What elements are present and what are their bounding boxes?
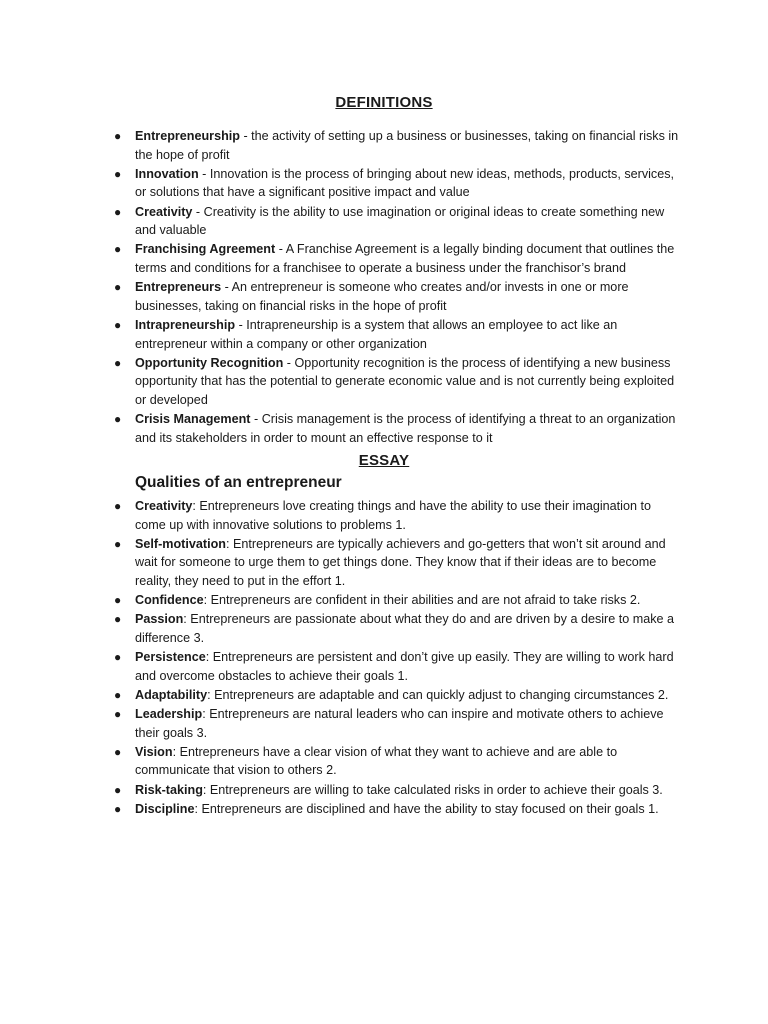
- quality-text: Entrepreneurs are passionate about what they do and are driven by a desire to make a difference 3.: [135, 612, 675, 645]
- list-item: [0, 743, 680, 780]
- separator: -: [235, 317, 247, 332]
- definition-text: An entrepreneur is someone who creates and/or invests in one or more businesses, taking on financial risks in the hope of profit: [135, 280, 629, 313]
- bullet-icon: ●: [114, 687, 122, 702]
- separator: :: [183, 612, 191, 627]
- bullet-icon: ●: [114, 204, 122, 219]
- list-item: [0, 497, 680, 534]
- definition-term: Opportunity Recognition: [135, 355, 284, 370]
- separator: -: [283, 355, 295, 370]
- separator: :: [205, 650, 213, 665]
- quality-text: Entrepreneurs have a clear vision of what they want to achieve and are able to communicate that vision to others 2.: [135, 744, 618, 778]
- qualities-subheading: Qualities of an entrepreneur: [135, 474, 342, 491]
- quality-text: Entrepreneurs are typically achievers and go-getters that won’t sit around and wait for someone to urge them to get things done. They know that if their ideas are to become reality, they need to put in the effort 1.: [135, 536, 666, 588]
- quality-term: Vision: [135, 744, 173, 759]
- definition-term: Franchising Agreement: [135, 242, 276, 257]
- bullet-icon: ●: [114, 744, 122, 759]
- bullet-icon: ●: [114, 650, 122, 665]
- quality-term: Passion: [135, 612, 184, 627]
- definition-term: Entrepreneurship: [135, 129, 240, 143]
- bullet-icon: ●: [114, 536, 122, 551]
- definition-text: Innovation is the process of bringing about new ideas, methods, products, services, or solutions that have a significant positive impact and value: [135, 166, 675, 200]
- list-item: [0, 203, 680, 240]
- quality-text: Entrepreneurs are persistent and don’t give up easily. They are willing to work hard and overcome obstacles to achieve their goals 1.: [135, 650, 674, 683]
- definition-term: Intrapreneurship: [135, 317, 236, 332]
- quality-text: Entrepreneurs are natural leaders who can inspire and motivate others to achieve their goals 3.: [135, 707, 664, 740]
- bullet-icon: ●: [114, 782, 122, 797]
- bullet-icon: ●: [114, 166, 122, 181]
- separator: :: [202, 707, 210, 722]
- definitions-list: [0, 127, 768, 448]
- list-item: [0, 800, 680, 819]
- list-item: [0, 686, 680, 705]
- essay-heading: ESSAY: [358, 452, 410, 469]
- bullet-icon: ●: [114, 801, 122, 816]
- qualities-list: [0, 497, 768, 819]
- separator: -: [221, 280, 232, 295]
- list-item: [0, 316, 680, 353]
- quality-term: Confidence: [135, 593, 204, 608]
- definition-text: the activity of setting up a business or businesses, taking on financial risks in the hope of profit: [135, 129, 679, 162]
- list-item: [0, 610, 680, 647]
- list-item: [0, 535, 680, 591]
- separator: :: [207, 687, 215, 702]
- separator: -: [192, 204, 204, 219]
- quality-text: Entrepreneurs are willing to take calculated risks in order to achieve their goals 3.: [209, 782, 663, 797]
- definitions-heading: DEFINITIONS: [335, 94, 433, 111]
- list-item: [0, 591, 680, 610]
- definition-text: Opportunity recognition is the process of identifying a new business opportunity that has the potential to generate economic value and is not currently being exploited or developed: [135, 355, 675, 407]
- separator: :: [194, 801, 202, 816]
- definition-text: Creativity is the ability to use imagination or original ideas to create something new and valuable: [135, 204, 665, 238]
- quality-term: Creativity: [135, 499, 193, 513]
- separator: -: [239, 129, 252, 143]
- definition-text: Crisis management is the process of identifying a threat to an organization and its stakeholders in order to mount an effective response to it: [135, 412, 676, 445]
- quality-text: Entrepreneurs love creating things and have the ability to use their imagination to come up with innovative solutions to problems 1.: [135, 499, 651, 532]
- quality-text: Entrepreneurs are adaptable and can quickly adjust to changing circumstances 2.: [214, 687, 669, 702]
- quality-term: Adaptability: [135, 687, 208, 702]
- bullet-icon: ●: [114, 129, 122, 143]
- quality-text: Entrepreneurs are confident in their abilities and are not afraid to take risks 2.: [210, 593, 641, 608]
- separator: -: [250, 412, 262, 427]
- list-item: [0, 240, 680, 277]
- bullet-icon: ●: [114, 280, 122, 295]
- separator: :: [202, 782, 210, 797]
- bullet-icon: ●: [114, 242, 122, 257]
- definition-term: Creativity: [135, 204, 193, 219]
- list-item: [0, 127, 680, 164]
- separator: :: [172, 744, 180, 759]
- definition-text: Intrapreneurship is a system that allows an employee to act like an entrepreneur within a company or other organization: [135, 317, 618, 351]
- bullet-icon: ●: [114, 707, 122, 722]
- list-item: [0, 165, 680, 202]
- list-item: [0, 705, 680, 742]
- bullet-icon: ●: [114, 612, 122, 627]
- definition-term: Entrepreneurs: [135, 280, 222, 295]
- list-item: [0, 781, 680, 800]
- separator: :: [192, 499, 200, 513]
- definition-text: A Franchise Agreement is a legally binding document that outlines the terms and conditions for a franchisee to operate a business under the franchisor’s brand: [135, 242, 675, 275]
- list-item: [0, 410, 680, 447]
- bullet-icon: ●: [114, 593, 122, 608]
- quality-term: Risk-taking: [135, 782, 203, 797]
- quality-term: Self-motivation: [135, 536, 226, 551]
- separator: :: [225, 536, 233, 551]
- definition-term: Innovation: [135, 166, 199, 181]
- list-item: [0, 648, 680, 685]
- quality-text: Entrepreneurs are disciplined and have the ability to stay focused on their goals 1.: [201, 801, 659, 816]
- definition-term: Crisis Management: [135, 412, 251, 427]
- list-item: [0, 278, 680, 315]
- bullet-icon: ●: [114, 355, 122, 370]
- quality-term: Discipline: [135, 801, 195, 816]
- separator: :: [203, 593, 211, 608]
- bullet-icon: ●: [114, 499, 122, 513]
- bullet-icon: ●: [114, 412, 122, 427]
- quality-term: Persistence: [135, 650, 206, 665]
- list-item: [0, 354, 680, 410]
- quality-term: Leadership: [135, 707, 203, 722]
- bullet-icon: ●: [114, 317, 122, 332]
- separator: -: [198, 166, 210, 181]
- separator: -: [275, 242, 286, 257]
